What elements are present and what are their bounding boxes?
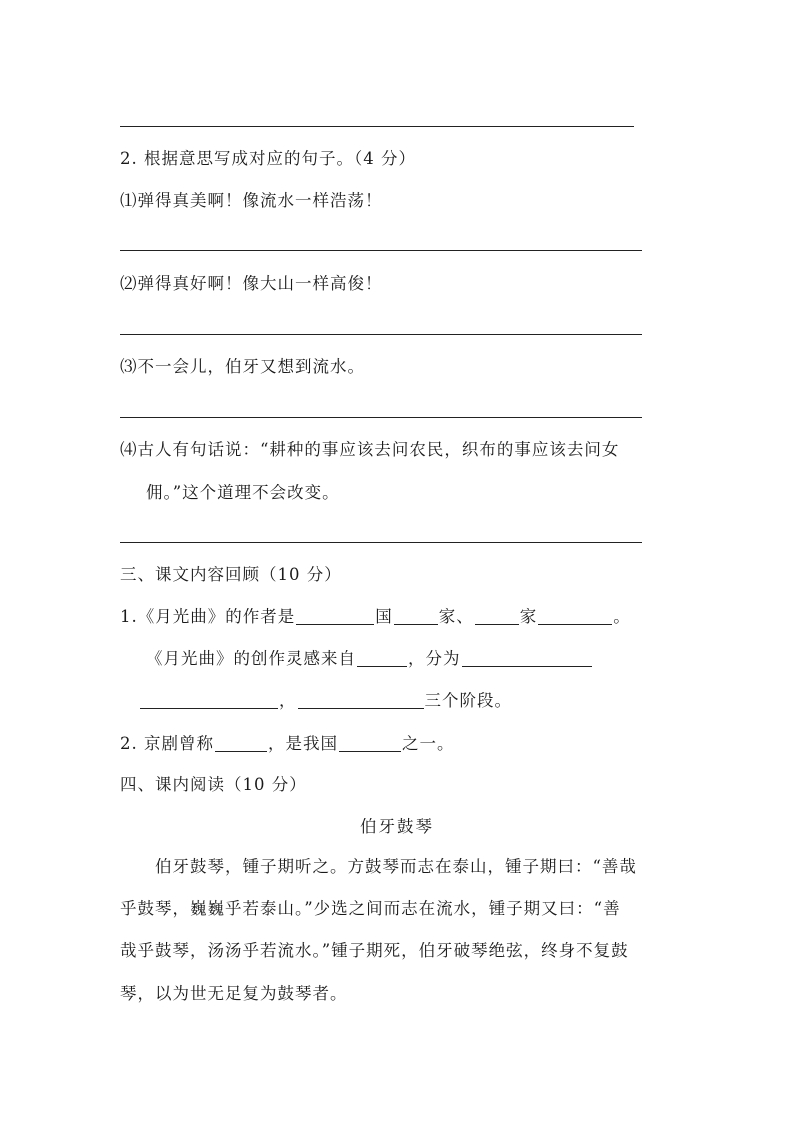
blank-profession-1[interactable]: [394, 608, 438, 625]
q2-item-3: ⑶不一会儿，伯牙又想到流水。: [120, 357, 365, 376]
blank-stage-1[interactable]: [462, 650, 592, 667]
s3-q2-prefix: 2. 京剧曾称: [120, 734, 214, 753]
s3-q2: [120, 733, 455, 755]
q2-item-1: ⑴弹得真美啊！像流水一样浩荡！: [120, 191, 383, 210]
passage-title: 伯牙鼓琴: [360, 817, 434, 836]
blank-author[interactable]: [296, 608, 374, 625]
answer-line-1[interactable]: [120, 250, 642, 251]
s3-q1-line2: [146, 648, 593, 670]
s3-q1-comma: ，: [279, 691, 297, 710]
blank-former-name[interactable]: [215, 735, 267, 752]
passage-line-2: 乎鼓琴，巍巍乎若泰山。”少选之间而志在流水，锺子期又曰：“善: [120, 899, 621, 918]
blank-stage-3[interactable]: [298, 692, 424, 709]
blank-name[interactable]: [538, 608, 612, 625]
passage-line-1: 伯牙鼓琴，锺子期听之。方鼓琴而志在泰山，锺子期曰：“善哉: [155, 857, 637, 876]
s3-q1-jia2: 家: [519, 607, 538, 626]
answer-line-2[interactable]: [120, 334, 642, 335]
s3-q1-line3-end: 三个阶段。: [424, 691, 512, 710]
q2-item-4-cont: 佣。”这个道理不会改变。: [146, 483, 340, 502]
passage-line-4: 琴，以为世无足复为鼓琴者。: [120, 984, 348, 1003]
answer-line-3[interactable]: [120, 417, 642, 418]
q2-item-2: ⑵弹得真好啊！像大山一样高俊！: [120, 274, 383, 293]
section4-title: 四、课内阅读（10 分）: [120, 775, 307, 794]
s3-q1-jia1: 家、: [438, 607, 474, 626]
s3-q1-guo: 国: [375, 607, 393, 626]
blank-profession-2[interactable]: [475, 608, 519, 625]
blank-stage-2[interactable]: [140, 692, 278, 709]
q2-item-4: ⑷古人有句话说：“耕种的事应该去问农民，织布的事应该去问女: [120, 440, 620, 459]
s3-q1-line2-prefix: 《月光曲》的创作灵感来自: [146, 649, 356, 668]
passage-line-3: 哉乎鼓琴，汤汤乎若流水。”锺子期死，伯牙破琴绝弦，终身不复鼓: [120, 941, 629, 960]
answer-line-4[interactable]: [120, 542, 642, 543]
answer-line-top[interactable]: [120, 126, 634, 127]
s3-q2-mid: ，是我国: [268, 734, 338, 753]
blank-inspiration[interactable]: [357, 650, 407, 667]
s3-q1-line2-mid: ，分为: [408, 649, 461, 668]
s3-q1-line3: [139, 690, 512, 712]
s3-q1-prefix: 1.《月光曲》的作者是: [120, 607, 296, 626]
q2-title: 2. 根据意思写成对应的句子。（4 分）: [120, 149, 416, 168]
s3-q1-end: 。: [613, 607, 631, 626]
section3-title: 三、课文内容回顾（10 分）: [120, 565, 342, 584]
s3-q2-end: 之一。: [402, 734, 455, 753]
blank-category[interactable]: [339, 735, 401, 752]
s3-q1-line1: [120, 606, 631, 628]
